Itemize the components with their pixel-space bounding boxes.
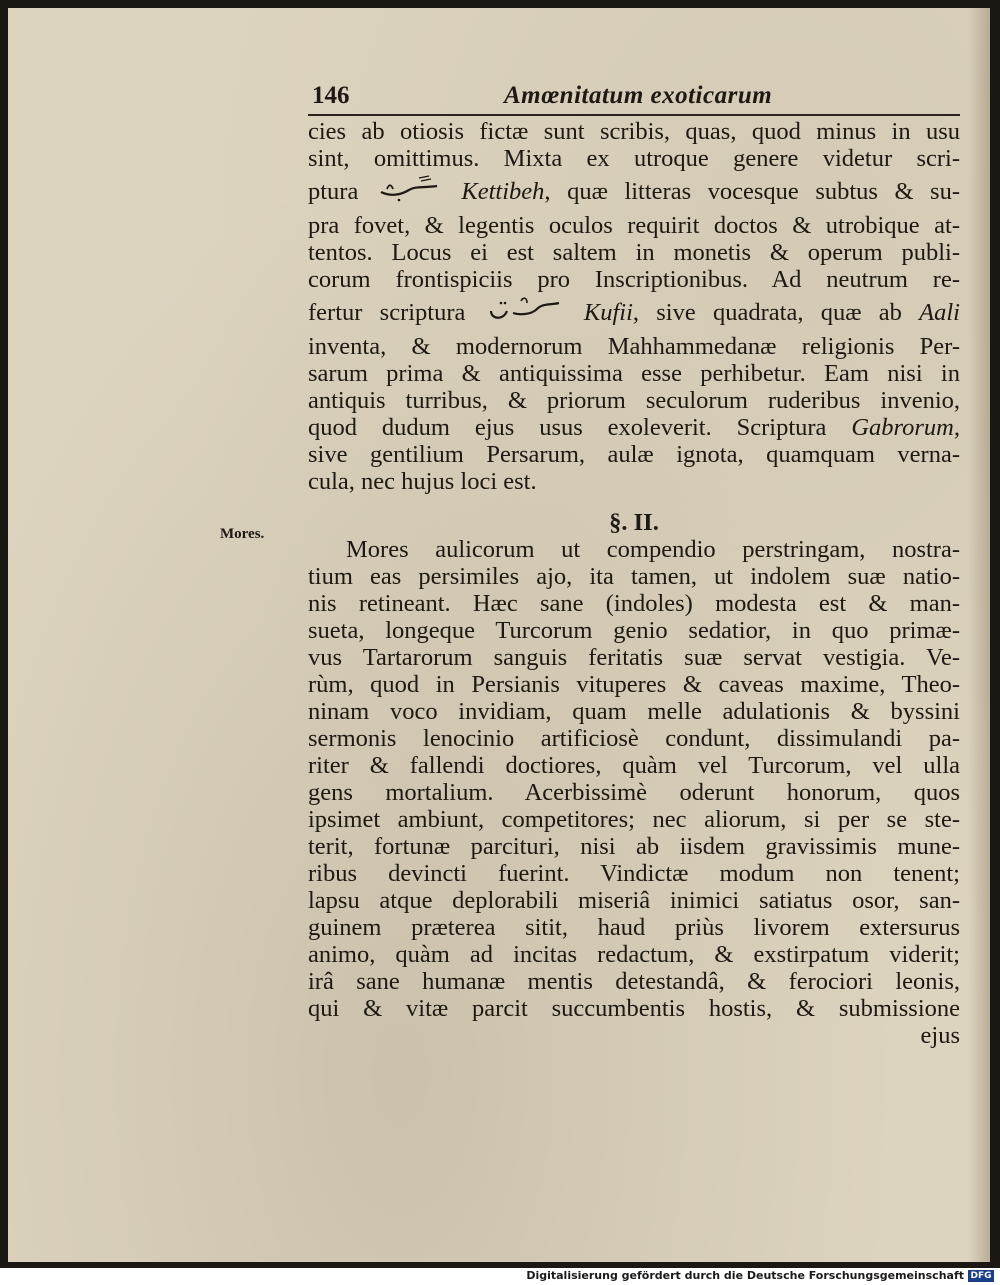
footer-credit: Digitalisierung gefördert durch die Deutsche Forschungsgemeinschaft xyxy=(526,1269,964,1282)
text-line: animo, quàm ad incitas redactum, & exstirpatum viderit; xyxy=(308,941,960,968)
page-number: 146 xyxy=(312,82,350,109)
text-line: guinem præterea sitit, haud priùs livorem extersurus xyxy=(308,914,960,941)
text-line: terit, fortunæ parcituri, nisi ab iisdem gravissimis mune- xyxy=(308,833,960,860)
text-line xyxy=(308,293,960,333)
body-text xyxy=(308,118,960,1049)
text-line: cula, nec hujus loci est. xyxy=(308,468,537,495)
text-line: rùm, quod in Persianis vituperes & caveas maxime, Theo- xyxy=(308,671,960,698)
margin-note: Mores. xyxy=(220,526,265,542)
text-line: cies ab otiosis fictæ sunt scribis, quas, quod minus in usu xyxy=(308,118,960,145)
text-line: lapsu atque deplorabili miseriâ inimici satiatus osor, san- xyxy=(308,887,960,914)
line-text: quod dudum ejus usus exoleverit. Scriptura xyxy=(308,414,827,441)
text-line: sarum prima & antiquissima esse perhibetur. Eam nisi in xyxy=(308,360,960,387)
text-line xyxy=(308,414,960,441)
arabic-script-kettibeh-glyph xyxy=(379,172,441,212)
book-page xyxy=(8,8,990,1262)
name-aali: Aali xyxy=(919,299,960,327)
term-kettibeh: Kettibeh xyxy=(461,178,545,206)
page-gutter-shadow xyxy=(968,8,990,1262)
text-line: irâ sane humanæ mentis detestandâ, & ferociori leonis, xyxy=(308,968,960,995)
term-gabrorum: Gabrorum, xyxy=(851,414,960,441)
section-heading: §. II. xyxy=(609,509,659,536)
text-line: tium eas persimiles ajo, ita tamen, ut indolem suæ natio- xyxy=(308,563,960,590)
text-line: antiquis turribus, & priorum seculorum ruderibus invenio, xyxy=(308,387,960,414)
text-line: ipsimet ambiunt, competitores; nec aliorum, si per se ste- xyxy=(308,806,960,833)
line-text: ptura xyxy=(308,178,359,206)
text-line: vus Tartarorum sanguis feritatis suæ servat vestigia. Ve- xyxy=(308,644,960,671)
text-line: ninam voco invidiam, quam melle adulationis & byssini xyxy=(308,698,960,725)
term-kufii: Kufii xyxy=(583,299,633,327)
section-spacer xyxy=(308,495,960,509)
catchword: ejus xyxy=(920,1022,960,1049)
text-line: riter & fallendi doctiores, quàm vel Turcorum, vel ulla xyxy=(308,752,960,779)
text-line: nis retineant. Hæc sane (indoles) modesta est & man- xyxy=(308,590,960,617)
text-line: ribus devincti fuerint. Vindictæ modum non tenent; xyxy=(308,860,960,887)
text-line: qui & vitæ parcit succumbentis hostis, & submissione xyxy=(308,995,960,1022)
text-line: pra fovet, & legentis oculos requirit doctos & utrobique at- xyxy=(308,212,960,239)
text-line xyxy=(308,172,960,212)
digitization-footer xyxy=(0,1268,1000,1285)
arabic-script-kufi-glyph xyxy=(487,293,563,333)
text-line: tentos. Locus ei est saltem in monetis & operum publi- xyxy=(308,239,960,266)
line-text: , quæ litteras vocesque subtus & su- xyxy=(544,178,960,206)
text-line: sermonis lenocinio artificiosè condunt, dissimulandi pa- xyxy=(308,725,960,752)
running-head xyxy=(308,82,960,116)
text-line: sive gentilium Persarum, aulæ ignota, quamquam verna- xyxy=(308,441,960,468)
text-line: corum frontispiciis pro Inscriptionibus. Ad neutrum re- xyxy=(308,266,960,293)
dfg-logo: DFG xyxy=(968,1270,994,1282)
running-title: Amœnitatum exoticarum xyxy=(504,82,773,109)
text-line: sueta, longeque Turcorum genio sedatior, in quo primæ- xyxy=(308,617,960,644)
text-line: gens mortalium. Acerbissimè oderunt honorum, quos xyxy=(308,779,960,806)
line-text: , sive quadrata, quæ ab xyxy=(632,299,902,327)
text-line: sint, omittimus. Mixta ex utroque genere videtur scri- xyxy=(308,145,960,172)
text-line: Mores aulicorum ut compendio perstringam, nostra- xyxy=(346,536,960,563)
line-text: fertur scriptura xyxy=(308,299,466,327)
text-line: inventa, & modernorum Mahhammedanæ religionis Per- xyxy=(308,333,960,360)
